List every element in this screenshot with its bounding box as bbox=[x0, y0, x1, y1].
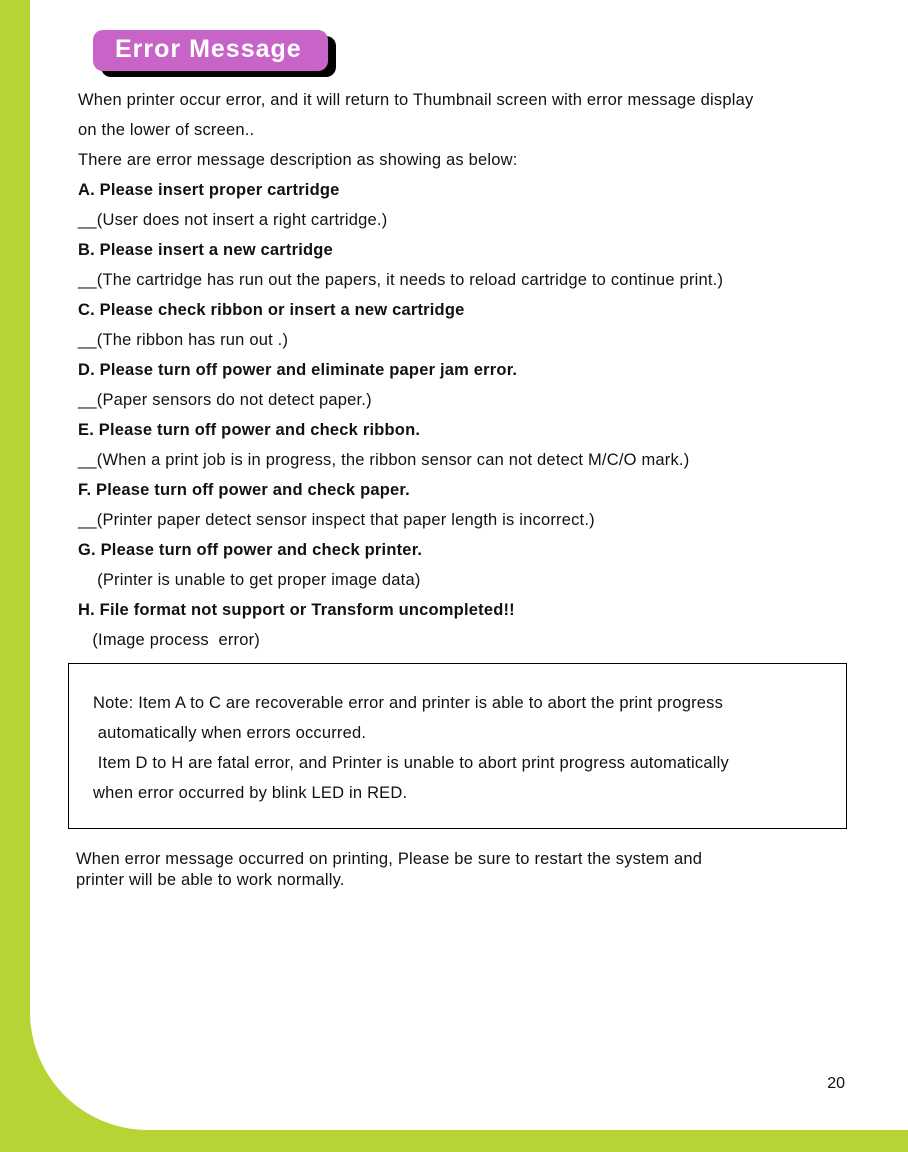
intro-line: When printer occur error, and it will return to Thumbnail screen with error message display bbox=[78, 91, 754, 109]
note-line: Note: Item A to C are recoverable error and printer is able to abort the print progress bbox=[93, 694, 724, 712]
footer-paragraph bbox=[76, 849, 878, 891]
error-item bbox=[78, 355, 878, 415]
footer-line: When error message occurred on printing, Please be sure to restart the system and bbox=[76, 850, 703, 868]
error-description: __(User does not insert a right cartridge.) bbox=[78, 211, 388, 229]
footer-line: printer will be able to work normally. bbox=[76, 871, 345, 889]
error-item bbox=[78, 415, 878, 475]
error-heading: G. Please turn off power and check printer. bbox=[78, 541, 423, 559]
error-item bbox=[78, 295, 878, 355]
error-description: __(Printer paper detect sensor inspect that paper length is incorrect.) bbox=[78, 511, 595, 529]
note-box bbox=[68, 663, 847, 829]
note-line: when error occurred by blink LED in RED. bbox=[93, 784, 408, 802]
page-title bbox=[93, 30, 328, 71]
intro-paragraph bbox=[78, 85, 878, 175]
error-item bbox=[78, 175, 878, 235]
error-heading: A. Please insert proper cartridge bbox=[78, 181, 340, 199]
error-description: __(The cartridge has run out the papers, it needs to reload cartridge to continue print.) bbox=[78, 271, 724, 289]
note-line: automatically when errors occurred. bbox=[93, 724, 367, 742]
error-heading: E. Please turn off power and check ribbon. bbox=[78, 421, 421, 439]
page-content bbox=[30, 0, 908, 891]
page-paper bbox=[30, 0, 908, 1130]
error-item bbox=[78, 595, 878, 655]
page-title-text: Error Message bbox=[115, 35, 302, 63]
error-description: (Image process error) bbox=[78, 631, 260, 649]
note-line: Item D to H are fatal error, and Printer is unable to abort print progress automatically bbox=[93, 754, 729, 772]
error-heading: H. File format not support or Transform uncompleted!! bbox=[78, 601, 515, 619]
intro-line: on the lower of screen.. bbox=[78, 121, 255, 139]
error-item bbox=[78, 535, 878, 595]
error-description: __(Paper sensors do not detect paper.) bbox=[78, 391, 372, 409]
page-number: 20 bbox=[827, 1075, 845, 1092]
error-description: __(The ribbon has run out .) bbox=[78, 331, 289, 349]
error-heading: B. Please insert a new cartridge bbox=[78, 241, 333, 259]
error-heading: D. Please turn off power and eliminate paper jam error. bbox=[78, 361, 518, 379]
error-description: (Printer is unable to get proper image data) bbox=[78, 571, 421, 589]
intro-line: There are error message description as showing as below: bbox=[78, 151, 518, 169]
error-description: __(When a print job is in progress, the ribbon sensor can not detect M/C/O mark.) bbox=[78, 451, 690, 469]
error-message-list bbox=[78, 175, 878, 655]
error-item bbox=[78, 235, 878, 295]
error-heading: C. Please check ribbon or insert a new cartridge bbox=[78, 301, 465, 319]
error-item bbox=[78, 475, 878, 535]
error-heading: F. Please turn off power and check paper. bbox=[78, 481, 410, 499]
